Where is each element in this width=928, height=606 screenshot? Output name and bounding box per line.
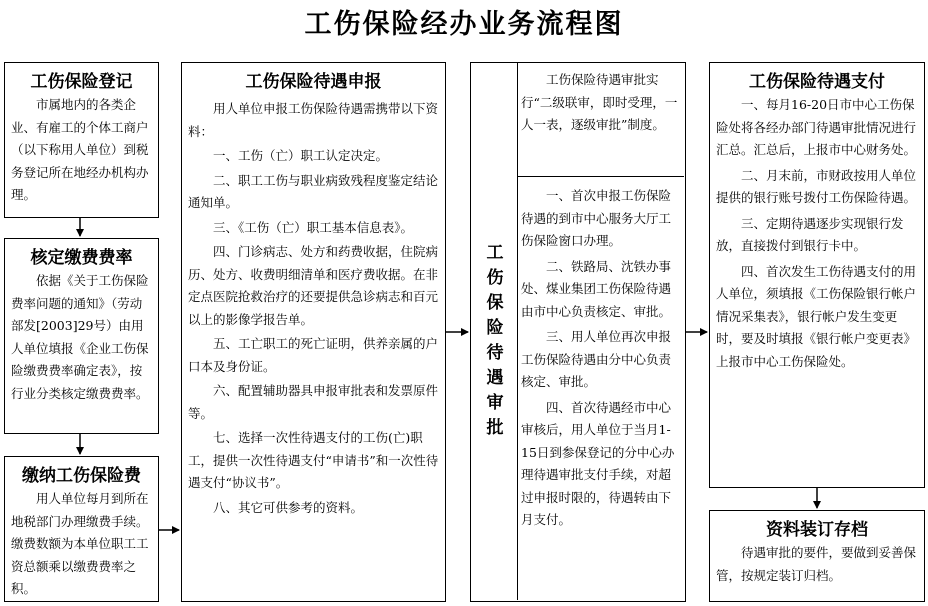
review-title: 工 伤 保 险 待 遇 审 批 [486,243,504,438]
application-item: 六、配置辅助器具申报审批表和发票原件等。 [188,383,439,421]
rate-title: 核定缴费费率 [30,248,133,268]
payment-title: 缴纳工伤保险费 [22,466,141,486]
review-intro: 工伤保险待遇审批实行“二级联审，即时受理，一人一表，逐级审批”制度。 [521,72,678,132]
disbursement-item: 四、首次发生工伤待遇支付的用人单位，须填报《工伤保险银行帐户情况采集表》，银行帐户发生变更时，要及时填报《银行帐户变更表》上报市中心工伤保险处。 [716,263,917,369]
review-item: 二、铁路局、沈铁办事处、煤业集团工伤保险待遇由市中心负责核定、审批。 [521,258,672,319]
application-item: 七、选择一次性待遇支付的工伤(亡)职工，提供一次性待遇支付“申请书”和一次性待遇支付“协议书”。 [188,430,439,490]
archive-title: 资料装订存档 [766,520,868,540]
disbursement-item: 三、定期待遇逐步实现银行发放，直接拨付到银行卡中。 [716,215,904,253]
page-title: 工伤保险经办业务流程图 [304,9,624,40]
registration-title: 工伤保险登记 [30,72,133,92]
application-item: 四、门诊病志、处方和药费收据，住院病历、处方、收费明细清单和医疗费收据。在非定点医院抢救治疗的还要提供急诊病志和百元以上的影像学报告单。 [188,244,439,327]
application-item: 三、《工伤（亡）职工基本信息表》。 [213,219,414,235]
rate-text: 依据《关于工伤保险费率问题的通知》（劳动部发[2003]29号）由用人单位填报《企业工伤保险缴费费率确定表》，按行业分类核定缴费费率。 [11,273,149,401]
disbursement-title: 工伤保险待遇支付 [749,72,885,92]
application-title: 工伤保险待遇申报 [245,72,382,92]
payment-text: 用人单位每月到所在地税部门办理缴费手续。缴费数额为本单位职工工资总额乘以缴费费率之积。 [11,491,149,596]
disbursement-item: 一、每月16-20日市中心工伤保险处将各经办部门待遇审批情况进行汇总。汇总后，上报市中心财务处。 [716,97,917,157]
application-item: 二、职工工伤与职业病致残程度鉴定结论通知单。 [188,172,439,210]
review-item: 一、首次申报工伤保险待遇的到市中心服务大厅工伤保险窗口办理。 [521,188,672,248]
review-item: 三、用人单位再次申报工伤保险待遇由分中心负责核定、审批。 [521,329,672,389]
application-item: 一、工伤（亡）职工认定决定。 [213,148,389,163]
registration-text: 市属地内的各类企业、有雇工的个体工商户（以下称用人单位）到税务登记所在地经办机构办理。 [11,97,149,202]
disbursement-item: 二、月末前，市财政按用人单位提供的银行账号拨付工伤保险待遇。 [716,167,917,205]
archive-text: 待遇审批的要件，要做到妥善保管，按规定装订归档。 [716,545,917,583]
application-item: 五、工亡职工的死亡证明，供养亲属的户口本及身份证。 [188,336,439,374]
application-item: 八、其它可供参考的资料。 [213,499,364,515]
review-item: 四、首次待遇经市中心审核后，用人单位于当月1-15日到参保登记的分中心办理待遇审批支付手续，对超过申报时限的，待遇转由下月支付。 [521,399,675,527]
application-item: 用人单位申报工伤保险待遇需携带以下资料： [188,101,439,139]
